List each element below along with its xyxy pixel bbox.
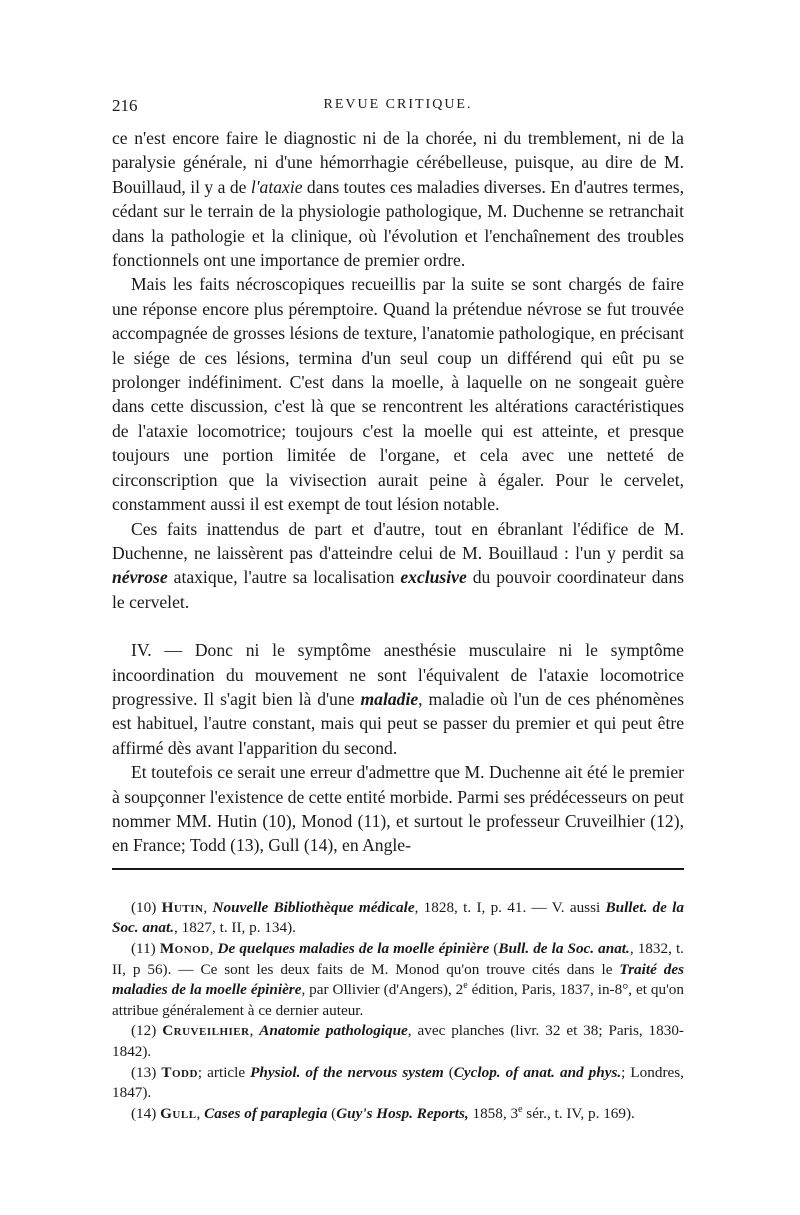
running-title: REVUE CRITIQUE. [323,97,473,112]
paragraph-3: Ces faits inattendus de part et d'autre, tout en ébranlant l'édifice de M. Duchenne, ne laissèrent pas d'atteindre celui de M. Bouillaud : l'un y perdit sa névrose ataxique, l'autre sa localisation exclusive du pouvoir coordinateur dans le cervelet. [112,518,685,612]
paragraph-1: ce n'est encore faire le diagnostic ni de la chorée, ni du tremblement, ni de la paralysie générale, ni d'une hémorrhagie cérébelleuse, puisque, au dire de M. Bouillaud, il y a de l'ataxie dans toutes ces maladies diverses. En d'autres termes, cédant sur le terrain de la physiologie pathologique, M. Duchenne se retranchait dans la pathologie et la clinique, où l'évolution et l'enchaînement des troubles fonctionnels ont une importance de premier ordre. [112,128,684,271]
footnote-11: (11) Monod, De quelques maladies de la moelle épinière (Bull. de la Soc. anat., 1832, t. II, p 56). — Ce sont les deux faits de M. Monod qu'on trouve cités dans le Traité des maladies de la moelle épinière, par Ollivier (d'Angers), 2e édition, Paris, 1837, in-8°, et qu'on attribue généralement à ce dernier auteur. [112,939,684,1019]
section-iv-paragraph: IV. — Donc ni le symptôme anesthésie musculaire ni le symptôme incoordination du mouvement ne sont l'équivalent de l'ataxie locomotrice progressive. Il s'agit bien là d'une maladie, maladie où l'un de ces phénomènes est habituel, l'autre constant, mais qui peut se passer du premier et qui peut être affirmé dès avant l'apparition du second. [112,640,684,758]
book-page [112,96,684,1124]
footnote-rule [112,868,684,870]
footnote-13: (13) Todd; article Physiol. of the nervous system (Cyclop. of anat. and phys.; Londres, 1847). [112,1063,684,1102]
footnote-12: (12) Cruveilhier, Anatomie pathologique, avec planches (livr. 32 et 38; Paris, 1830-1842). [112,1022,684,1060]
paragraph-5: Et toutefois ce serait une erreur d'admettre que M. Duchenne ait été le premier à soupçonner l'existence de cette entité morbide. Parmi ses prédécesseurs on peut nommer MM. Hutin (10), Monod (11), et surtout le professeur Cruveilhier (12), en France; Todd (13), Gull (14), en Angle- [112,762,684,856]
footnote-10: (10) Hutin, Nouvelle Bibliothèque médicale, 1828, t. I, p. 41. — V. aussi Bullet. de la Soc. anat., 1827, t. II, p. 134). [112,898,684,937]
emphasis-exclusive: exclusive [400,567,467,588]
footnote-14: (14) Gull, Cases of paraplegia (Guy's Hosp. Reports, 1858, 3e sér., t. IV, p. 169). [131,1103,635,1122]
running-head [112,96,684,122]
paragraph-2: Mais les faits nécroscopiques recueillis par la suite se sont chargés de faire une réponse encore plus péremptoire. Quand la prétendue névrose se fut trouvée accompagnée de grosses lésions de texture, l'anatomie pathologique, en précisant le siége de ces lésions, termina d'un seul coup un différend qui eût pu se prolonger indéfiniment. C'est dans la moelle, à laquelle on ne songeait guère dans cette discussion, c'est là que se rencontrent les altérations caractéristiques de l'ataxie locomotrice; toujours c'est la moelle qui est atteinte, et presque toujours une portion limitée de l'organe, et cela avec une netteté de circonscription que la vivisection aurait peine à égaler. Pour le cervelet, constamment aussi il est exempt de tout lésion notable. [112,274,684,515]
page-number: 216 [112,96,138,115]
emphasis-ataxie: l'ataxie [250,176,303,197]
footnotes [112,898,684,1125]
emphasis-maladie: maladie [360,688,419,709]
main-text [112,126,684,858]
emphasis-nevrose: névrose [112,567,168,588]
